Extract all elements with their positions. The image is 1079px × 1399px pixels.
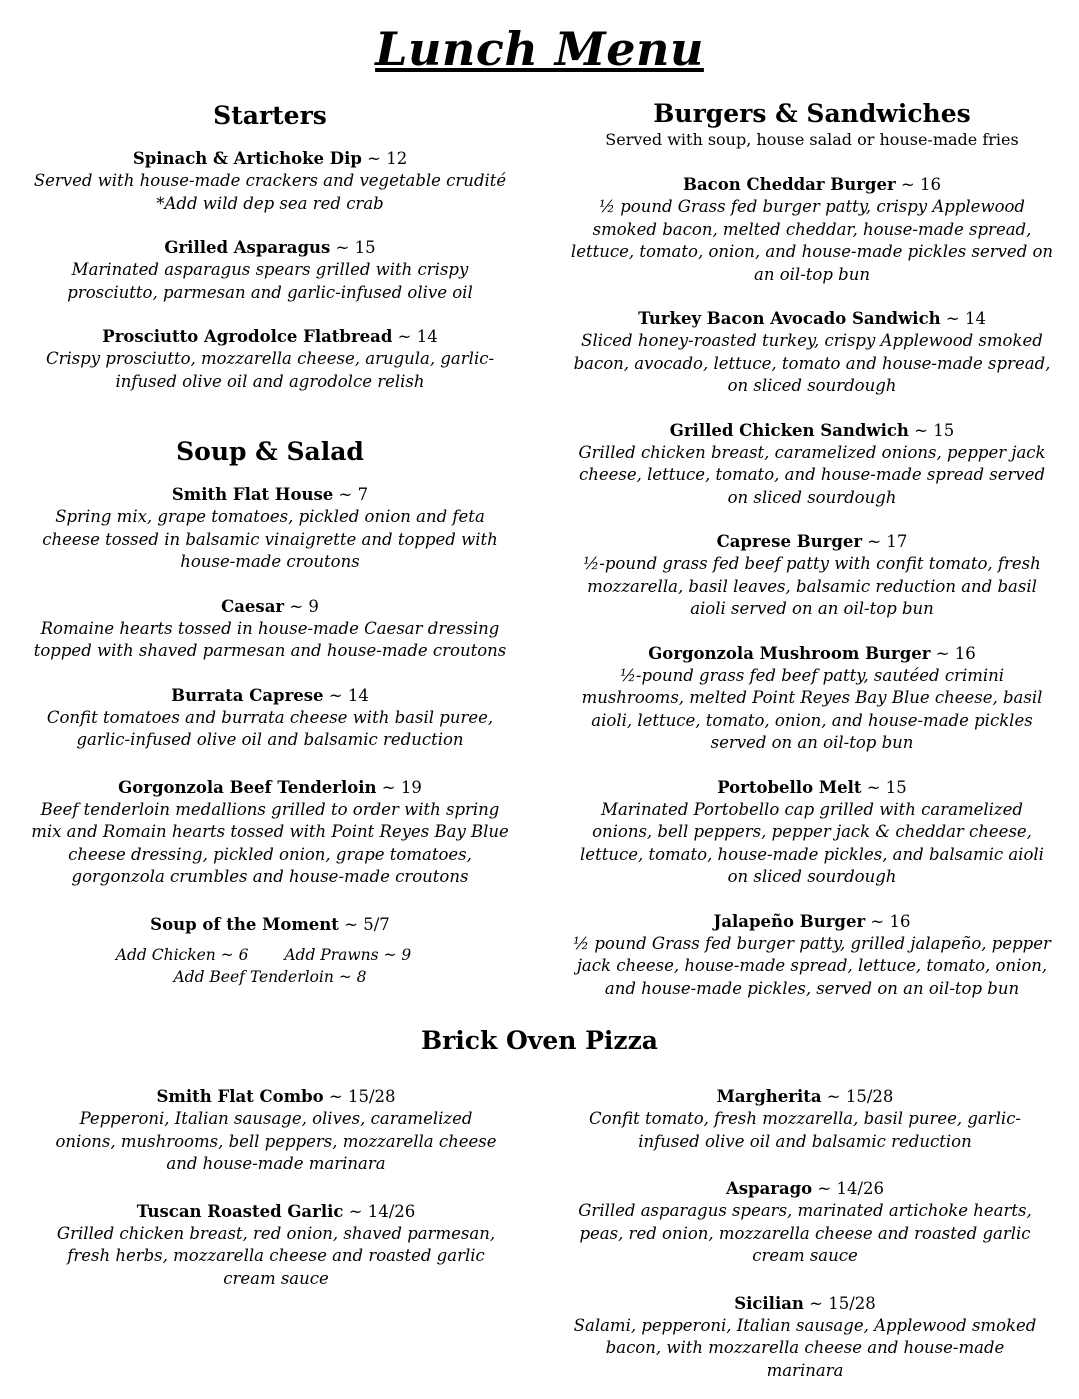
- burgers-heading: Burgers & Sandwiches: [653, 99, 971, 128]
- soup-salad-heading: Soup & Salad: [176, 437, 364, 466]
- item-price: ~ 14/26: [343, 1201, 416, 1221]
- starters-section: [30, 100, 510, 393]
- item-name: Gorgonzola Beef Tenderloin: [118, 777, 377, 797]
- item-price: ~ 14: [392, 327, 438, 346]
- item-price: ~ 12: [361, 149, 408, 168]
- burgers-subtitle: Served with soup, house salad or house-made fries: [605, 130, 1019, 149]
- menu-item: [30, 148, 510, 215]
- item-description: ½ pound Grass fed burger patty, grilled jalapeño, pepper jack cheese, house-made spread, lettuce, tomato, onion, and house-made pickles, served on an oil-top bun: [573, 933, 1051, 998]
- item-description: ½-pound grass fed beef patty with confit tomato, fresh mozzarella, basil leaves, balsamic reduction and basil aioli served on an oil-top bun: [583, 554, 1041, 618]
- item-price: ~ 16: [930, 643, 976, 663]
- item-description: Marinated Portobello cap grilled with caramelized onions, bell peppers, pepper jack & cheddar cheese, lettuce, tomato, house-made pickles, and balsamic aioli on sliced sourdough: [580, 799, 1044, 886]
- menu-item: [570, 643, 1054, 755]
- item-price: ~ 15: [861, 777, 907, 797]
- menu-title: Lunch Menu: [375, 22, 704, 76]
- item-description: Romaine hearts tossed in house-made Caesar dressing topped with shaved parmesan and house-made croutons: [33, 618, 507, 660]
- item-price: ~ 14: [323, 685, 369, 705]
- item-price: ~ 15/28: [821, 1087, 894, 1106]
- item-note: *Add wild dep sea red crab: [156, 193, 384, 213]
- addon-beef: Add Beef Tenderloin ~ 8: [173, 967, 367, 986]
- item-description: Pepperoni, Italian sausage, olives, caramelized onions, mushrooms, bell peppers, mozzarella cheese and house-made marinara: [55, 1109, 497, 1173]
- item-price: ~ 15: [330, 238, 376, 257]
- menu-item: [30, 484, 510, 574]
- item-price: ~ 15: [908, 420, 955, 440]
- item-description: Marinated asparagus spears grilled with crispy prosciutto, parmesan and garlic-infused olive oil: [67, 260, 473, 302]
- menu-item: [568, 1293, 1042, 1383]
- menu-item: [570, 531, 1054, 621]
- burgers-section: [570, 98, 1054, 1000]
- item-price: ~ 5/7: [338, 914, 390, 934]
- item-description: ½-pound grass fed beef patty, sautéed crimini mushrooms, melted Point Reyes Bay Blue cheese, basil aioli, lettuce, tomato, onion, and house-made pickles served on an oil-top bun: [581, 665, 1043, 752]
- item-price: ~ 17: [862, 532, 908, 551]
- item-name: Grilled Asparagus: [164, 238, 331, 257]
- item-name: Bacon Cheddar Burger: [683, 175, 896, 194]
- pizza-right-column: [568, 1086, 1042, 1382]
- soup-salad-section: [30, 436, 510, 988]
- item-name: Asparago: [725, 1179, 813, 1198]
- item-name: Prosciutto Agrodolce Flatbread: [102, 327, 393, 346]
- item-description: Confit tomato, fresh mozzarella, basil puree, garlic-infused olive oil and balsamic reduction: [588, 1109, 1022, 1151]
- item-price: ~ 16: [895, 175, 941, 194]
- item-description: Spring mix, grape tomatoes, pickled onion and feta cheese tossed in balsamic vinaigrette and topped with house-made croutons: [42, 507, 498, 571]
- item-name: Turkey Bacon Avocado Sandwich: [638, 309, 941, 328]
- item-name: Tuscan Roasted Garlic: [136, 1201, 344, 1221]
- menu-item: [568, 1086, 1042, 1153]
- item-name: Burrata Caprese: [171, 685, 324, 705]
- menu-item: [30, 914, 510, 936]
- item-description: Grilled chicken breast, red onion, shaved parmesan, fresh herbs, mozzarella cheese and roasted garlic cream sauce: [56, 1223, 496, 1288]
- item-name: Portobello Melt: [717, 777, 862, 797]
- menu-item: [30, 685, 510, 752]
- item-description: Served with house-made crackers and vegetable crudité: [33, 171, 507, 190]
- menu-item: [30, 237, 510, 304]
- item-name: Caesar: [221, 596, 285, 616]
- menu-item: [30, 326, 510, 393]
- item-price: ~ 16: [865, 911, 911, 931]
- menu-item: [30, 777, 510, 889]
- addon-chicken: Add Chicken ~ 6: [115, 945, 249, 964]
- item-name: Spinach & Artichoke Dip: [132, 149, 362, 168]
- menu-item: [570, 174, 1054, 286]
- item-price: ~ 9: [284, 596, 319, 616]
- item-name: Sicilian: [734, 1293, 804, 1313]
- item-price: ~ 7: [333, 485, 369, 504]
- item-name: Smith Flat House: [171, 485, 334, 504]
- item-price: ~ 14/26: [812, 1179, 885, 1198]
- item-name: Smith Flat Combo: [156, 1087, 324, 1106]
- menu-item: [30, 596, 510, 663]
- item-description: Sliced honey-roasted turkey, crispy Applewood smoked bacon, avocado, lettuce, tomato and house-made spread, on sliced sourdough: [573, 331, 1051, 395]
- menu-item: [570, 777, 1054, 889]
- item-description: Salami, pepperoni, Italian sausage, Applewood smoked bacon, with mozzarella cheese and house-made marinara: [573, 1315, 1037, 1380]
- pizza-heading: Brick Oven Pizza: [420, 1026, 659, 1055]
- pizza-left-column: [50, 1086, 502, 1290]
- starters-heading: Starters: [213, 101, 327, 130]
- addon-prawns: Add Prawns ~ 9: [284, 945, 412, 964]
- menu-item: [570, 911, 1054, 1001]
- item-description: ½ pound Grass fed burger patty, crispy Applewood smoked bacon, melted cheddar, house-made spread, lettuce, tomato, onion, and house-made pickles served on an oil-top bun: [570, 197, 1054, 284]
- menu-item: [570, 308, 1054, 398]
- menu-item: [568, 1178, 1042, 1268]
- item-price: ~ 15/28: [323, 1087, 396, 1106]
- menu-item: [50, 1201, 502, 1291]
- item-price: ~ 19: [376, 777, 422, 797]
- item-price: ~ 14: [940, 309, 986, 328]
- item-description: Beef tenderloin medallions grilled to order with spring mix and Romain hearts tossed with Point Reyes Bay Blue cheese dressing, pickled onion, grape tomatoes, gorgonzola crumbles and house-made croutons: [31, 799, 509, 886]
- item-name: Soup of the Moment: [150, 914, 339, 934]
- item-name: Caprese Burger: [716, 532, 863, 551]
- item-name: Gorgonzola Mushroom Burger: [648, 643, 931, 663]
- item-description: Crispy prosciutto, mozzarella cheese, arugula, garlic-infused olive oil and agrodolce relish: [45, 349, 495, 391]
- item-name: Jalapeño Burger: [713, 911, 866, 931]
- addons-row: [30, 944, 510, 988]
- item-price: ~ 15/28: [803, 1293, 876, 1313]
- item-description: Grilled chicken breast, caramelized onions, pepper jack cheese, lettuce, tomato, and house-made spread served on sliced sourdough: [578, 442, 1046, 507]
- item-name: Grilled Chicken Sandwich: [669, 420, 909, 440]
- item-name: Margherita: [716, 1087, 822, 1106]
- item-description: Grilled asparagus spears, marinated artichoke hearts, peas, red onion, mozzarella cheese and roasted garlic cream sauce: [578, 1201, 1032, 1265]
- menu-item: [50, 1086, 502, 1176]
- menu-item: [570, 420, 1054, 510]
- item-description: Confit tomatoes and burrata cheese with basil puree, garlic-infused olive oil and balsamic reduction: [46, 707, 494, 749]
